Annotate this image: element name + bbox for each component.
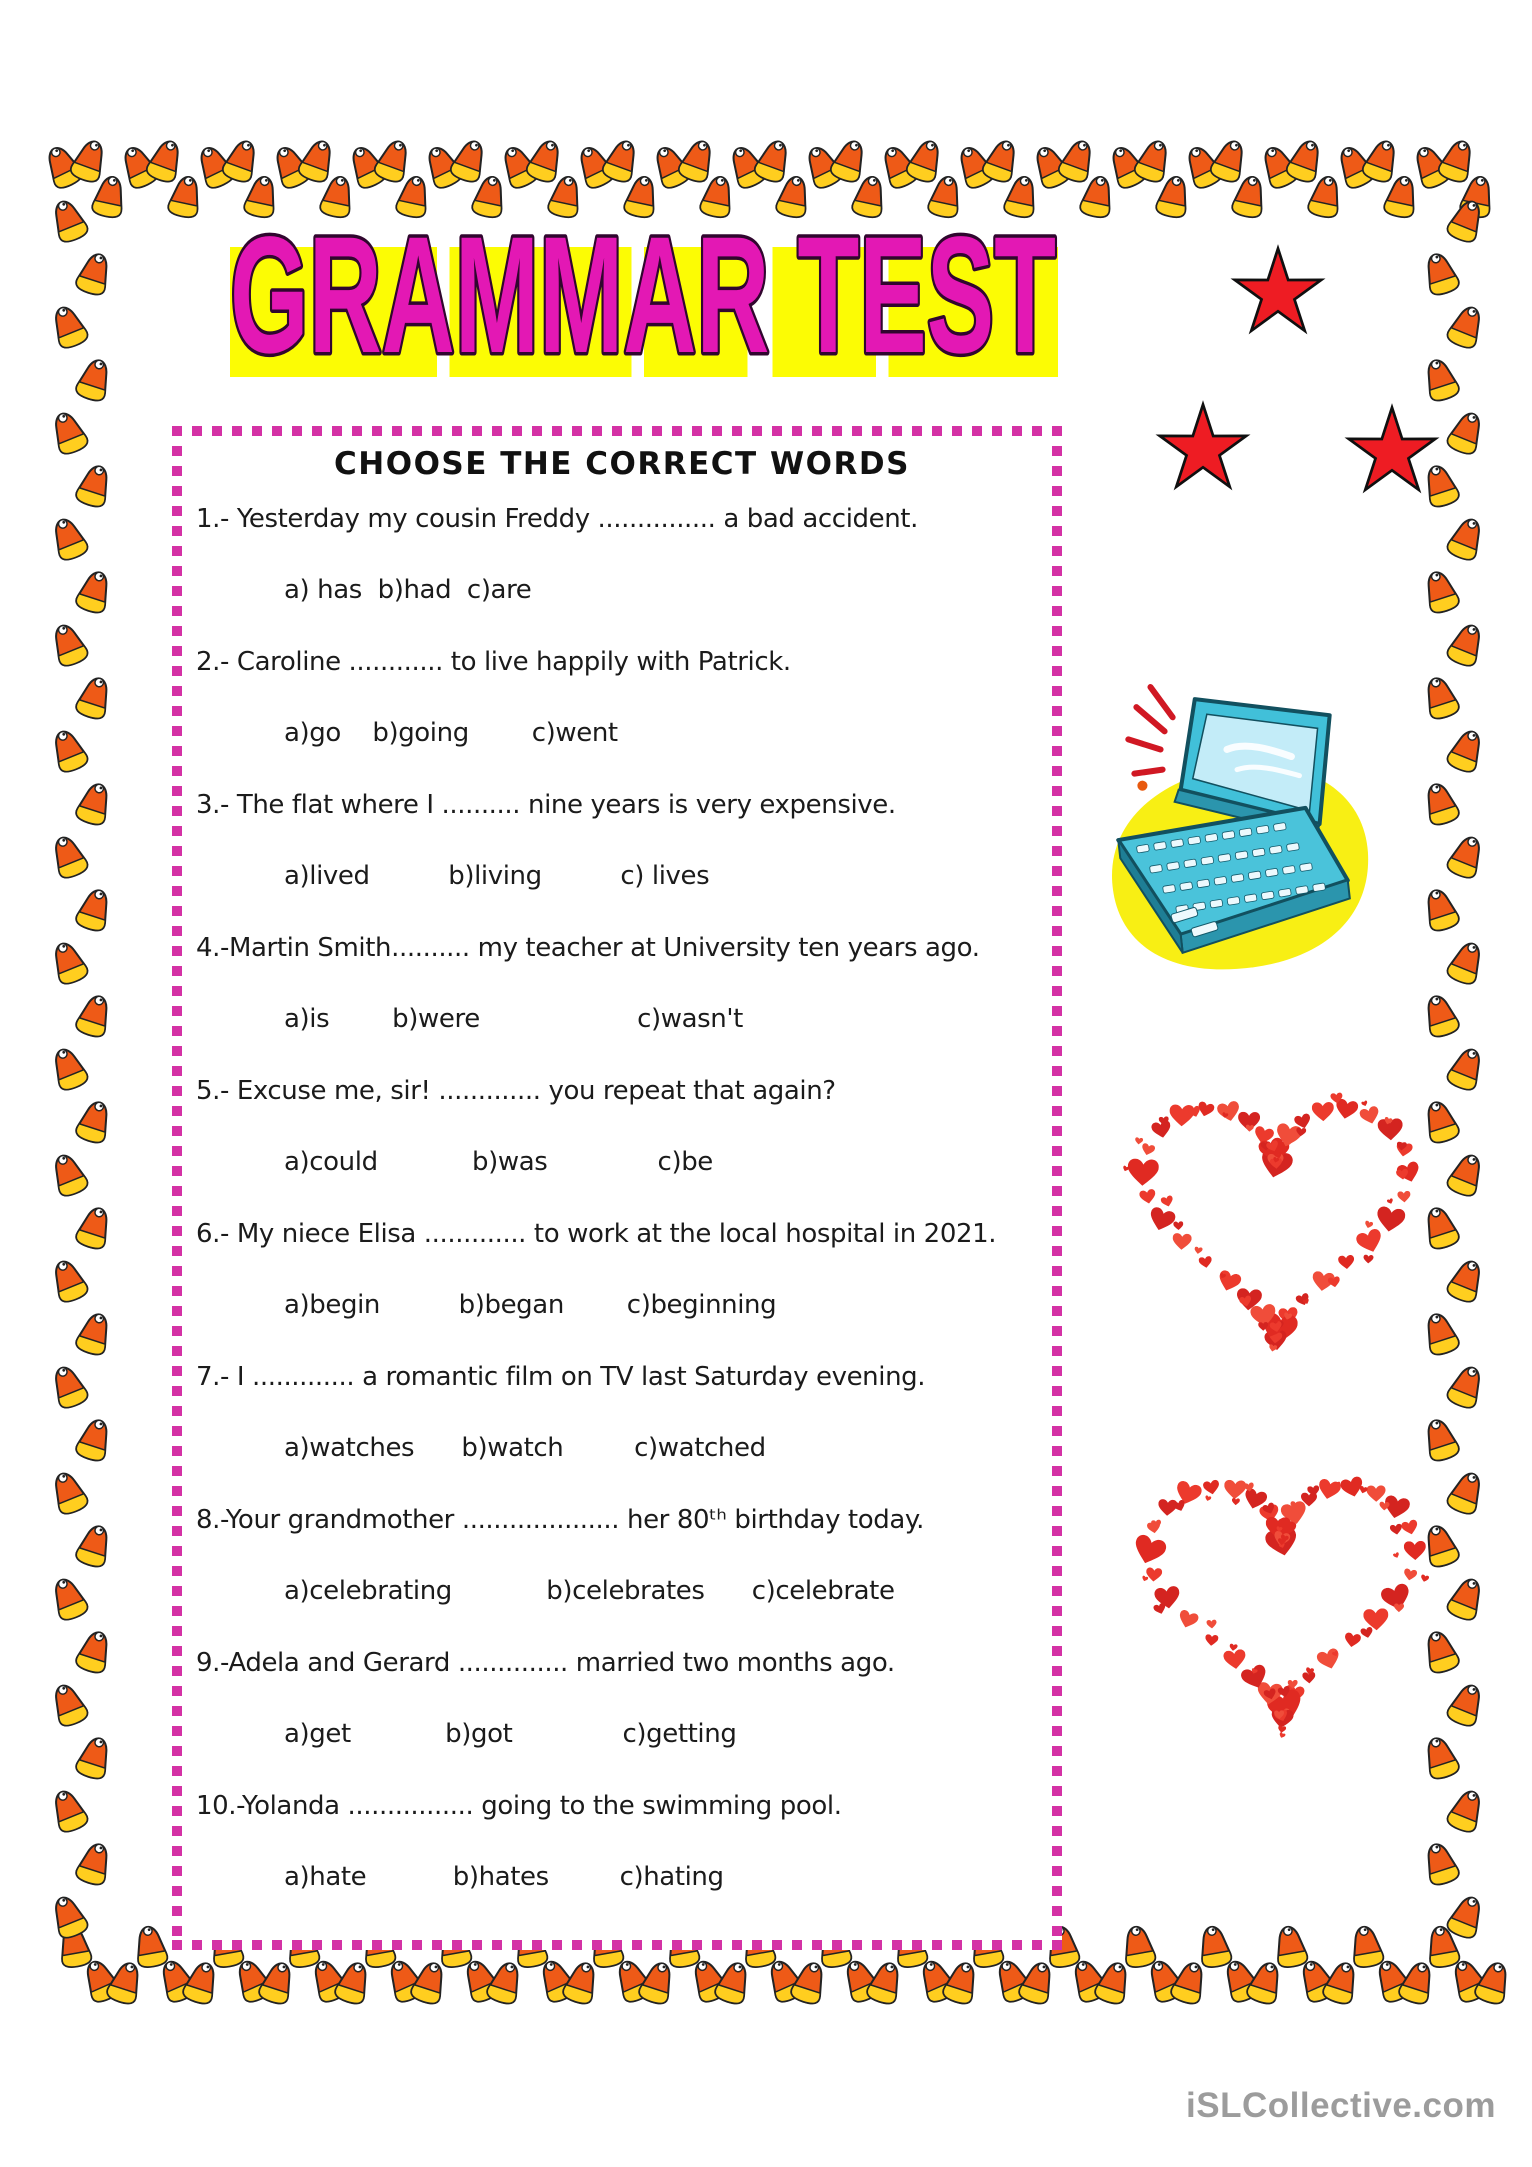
page-title <box>228 203 1060 394</box>
candy-corn-icon <box>45 1783 92 1836</box>
candy-corn-icon <box>72 1519 117 1571</box>
candy-corn-icon <box>1443 1571 1490 1624</box>
candy-corn-icon <box>1443 1783 1490 1836</box>
candy-corn-icon <box>72 247 117 299</box>
question-item <box>196 647 1048 749</box>
candy-corn-icon <box>45 1571 92 1624</box>
candy-corn-icon <box>1443 829 1490 882</box>
candy-corn-icon <box>72 1625 117 1677</box>
candy-corn-icon <box>72 565 117 617</box>
candy-corn-icon <box>1443 617 1490 670</box>
question-item <box>196 933 1048 1035</box>
candy-corn-icon <box>72 883 117 935</box>
question-options: a)hate b)hates c)hating <box>284 1862 724 1892</box>
candy-corn-icon <box>45 617 92 670</box>
question-stem: 4.-Martin Smith.......... my teacher at University ten years ago. <box>196 933 980 963</box>
quiz-heading: CHOOSE THE CORRECT WORDS <box>334 446 910 482</box>
question-item <box>196 504 1048 606</box>
candy-corn-icon <box>1418 777 1463 829</box>
question-item <box>196 1791 1048 1893</box>
candy-corn-icon <box>72 671 117 723</box>
candy-corn-icon <box>72 777 117 829</box>
candy-corn-icon <box>45 1677 92 1730</box>
candy-corn-icon <box>1443 723 1490 776</box>
heart-wreath-icon <box>1132 1450 1432 1760</box>
candy-corn-icon <box>72 1731 117 1783</box>
question-stem: 6.- My niece Elisa ............. to work at the local hospital in 2021. <box>196 1219 997 1249</box>
candy-corn-icon <box>45 193 92 246</box>
question-item <box>196 1505 1048 1607</box>
candy-corn-icon <box>1443 1359 1490 1412</box>
candy-corn-icon <box>45 935 92 988</box>
candy-corn-icon <box>1418 565 1463 617</box>
candy-corn-icon <box>1443 1253 1490 1306</box>
candy-corn-icon <box>72 989 117 1041</box>
question-options: a) has b)had c)are <box>284 575 532 605</box>
question-stem: 5.- Excuse me, sir! ............. you repeat that again? <box>196 1076 836 1106</box>
star-icon <box>1349 408 1436 490</box>
candy-corn-icon <box>45 1889 92 1942</box>
star-icon <box>1160 405 1247 487</box>
question-options: a)could b)was c)be <box>284 1147 713 1177</box>
candy-corn-icon <box>1443 935 1490 988</box>
quiz-box <box>172 426 1062 1950</box>
stars-decoration <box>1130 228 1460 558</box>
laptop-alert-burst <box>1128 687 1172 791</box>
question-options: a)lived b)living c) lives <box>284 861 710 891</box>
quiz-content <box>196 446 1048 1934</box>
question-options: a)begin b)began c)beginning <box>284 1290 777 1320</box>
candy-corn-icon <box>1443 1147 1490 1200</box>
question-item <box>196 1362 1048 1464</box>
candy-corn-icon <box>1443 1677 1490 1730</box>
question-item <box>196 790 1048 892</box>
candy-corn-icon <box>1443 1041 1490 1094</box>
question-stem: 10.-Yolanda ................ going to the swimming pool. <box>196 1791 842 1821</box>
question-item <box>196 1219 1048 1321</box>
candy-corn-icon <box>1443 1465 1490 1518</box>
question-stem: 7.- I ............. a romantic film on TV last Saturday evening. <box>196 1362 926 1392</box>
dotted-border-left <box>172 426 182 1950</box>
heart-wreath-icon <box>1126 1072 1426 1382</box>
question-options: a)is b)were c)wasn't <box>284 1004 743 1034</box>
candy-corn-icon <box>1418 989 1463 1041</box>
question-options: a)go b)going c)went <box>284 718 618 748</box>
candy-corn-icon <box>45 1147 92 1200</box>
candy-corn-icon <box>1443 1889 1490 1942</box>
footer-brand: iSLCollective.com <box>1186 2086 1496 2125</box>
candy-corn-border-left <box>52 198 124 1958</box>
candy-corn-icon <box>45 1041 92 1094</box>
candy-corn-icon <box>72 1837 117 1889</box>
candy-corn-icon <box>1418 671 1463 723</box>
candy-corn-icon <box>45 1465 92 1518</box>
dotted-border-top <box>172 426 1062 436</box>
question-stem: 2.- Caroline ............ to live happily with Patrick. <box>196 647 791 677</box>
question-item <box>196 1076 1048 1178</box>
candy-corn-icon <box>72 1307 117 1359</box>
candy-corn-icon <box>45 511 92 564</box>
candy-corn-icon <box>72 459 117 511</box>
candy-corn-icon <box>45 1253 92 1306</box>
question-stem: 8.-Your grandmother .................... her 80ᵗʰ birthday today. <box>196 1505 925 1535</box>
question-options: a)celebrating b)celebrates c)celebrate <box>284 1576 895 1606</box>
candy-corn-icon <box>1418 883 1463 935</box>
candy-corn-icon <box>72 1413 117 1465</box>
candy-corn-icon <box>45 1359 92 1412</box>
candy-corn-icon <box>1418 1837 1463 1889</box>
laptop-icon <box>1078 670 1380 990</box>
page-title-text: GRAMMAR TEST <box>230 203 1056 388</box>
question-item <box>196 1648 1048 1750</box>
candy-corn-icon <box>72 1095 117 1147</box>
candy-corn-icon <box>72 353 117 405</box>
candy-corn-icon <box>45 829 92 882</box>
candy-corn-icon <box>45 299 92 352</box>
dotted-border-bottom <box>172 1940 1062 1950</box>
dotted-border-right <box>1052 426 1062 1950</box>
question-options: a)watches b)watch c)watched <box>284 1433 766 1463</box>
candy-corn-icon <box>45 723 92 776</box>
candy-corn-icon <box>45 405 92 458</box>
question-stem: 9.-Adela and Gerard .............. married two months ago. <box>196 1648 895 1678</box>
star-icon <box>1235 249 1322 331</box>
question-list <box>196 504 1048 1893</box>
candy-corn-icon <box>72 1201 117 1253</box>
question-stem: 1.- Yesterday my cousin Freddy ............... a bad accident. <box>196 504 918 534</box>
question-stem: 3.- The flat where I .......... nine years is very expensive. <box>196 790 896 820</box>
question-options: a)get b)got c)getting <box>284 1719 737 1749</box>
